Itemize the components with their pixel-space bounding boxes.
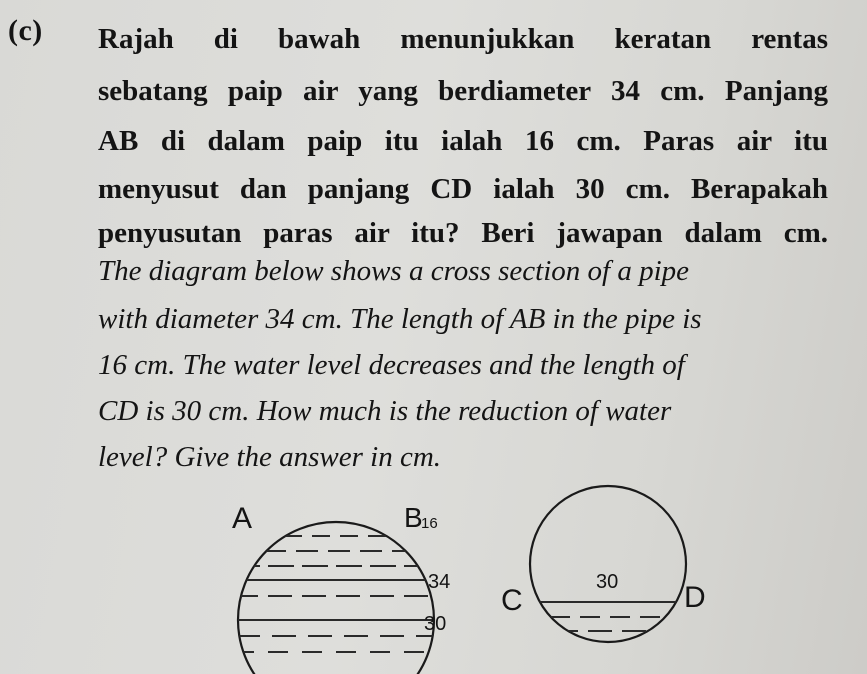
english-line: level? Give the answer in cm. [98, 441, 442, 473]
left-diagram [200, 502, 470, 674]
note-34: 34 [428, 571, 451, 593]
english-line: with diameter 34 cm. The length of AB in the pipe is [98, 303, 702, 335]
english-line: CD is 30 cm. How much is the reduction of water [98, 395, 672, 427]
pipe-circle-right [530, 486, 686, 642]
malay-line: menyusut dan panjang CD ialah 30 cm. Berapakah [98, 173, 828, 205]
english-line: The diagram below shows a cross section of a pipe [98, 255, 690, 287]
note-30-right: 30 [596, 571, 619, 593]
malay-line: penyusutan paras air itu? Beri jawapan dalam cm. [98, 217, 828, 249]
english-line: 16 cm. The water level decreases and the length of [98, 349, 685, 381]
label-d: D [684, 581, 706, 614]
right-diagram [501, 486, 706, 642]
label-a: A [232, 502, 253, 535]
note-16: 16 [421, 515, 438, 532]
note-30: 30 [424, 613, 447, 635]
malay-line: AB di dalam paip itu ialah 16 cm. Paras air itu [98, 125, 828, 157]
pipe-diagrams [0, 470, 867, 674]
label-c: C [501, 584, 523, 617]
question-label: (c) [8, 14, 43, 47]
label-b: B [404, 502, 423, 533]
malay-line: Rajah di bawah menunjukkan keratan rentas [98, 23, 828, 55]
malay-line: sebatang paip air yang berdiameter 34 cm. Panjang [98, 75, 828, 107]
